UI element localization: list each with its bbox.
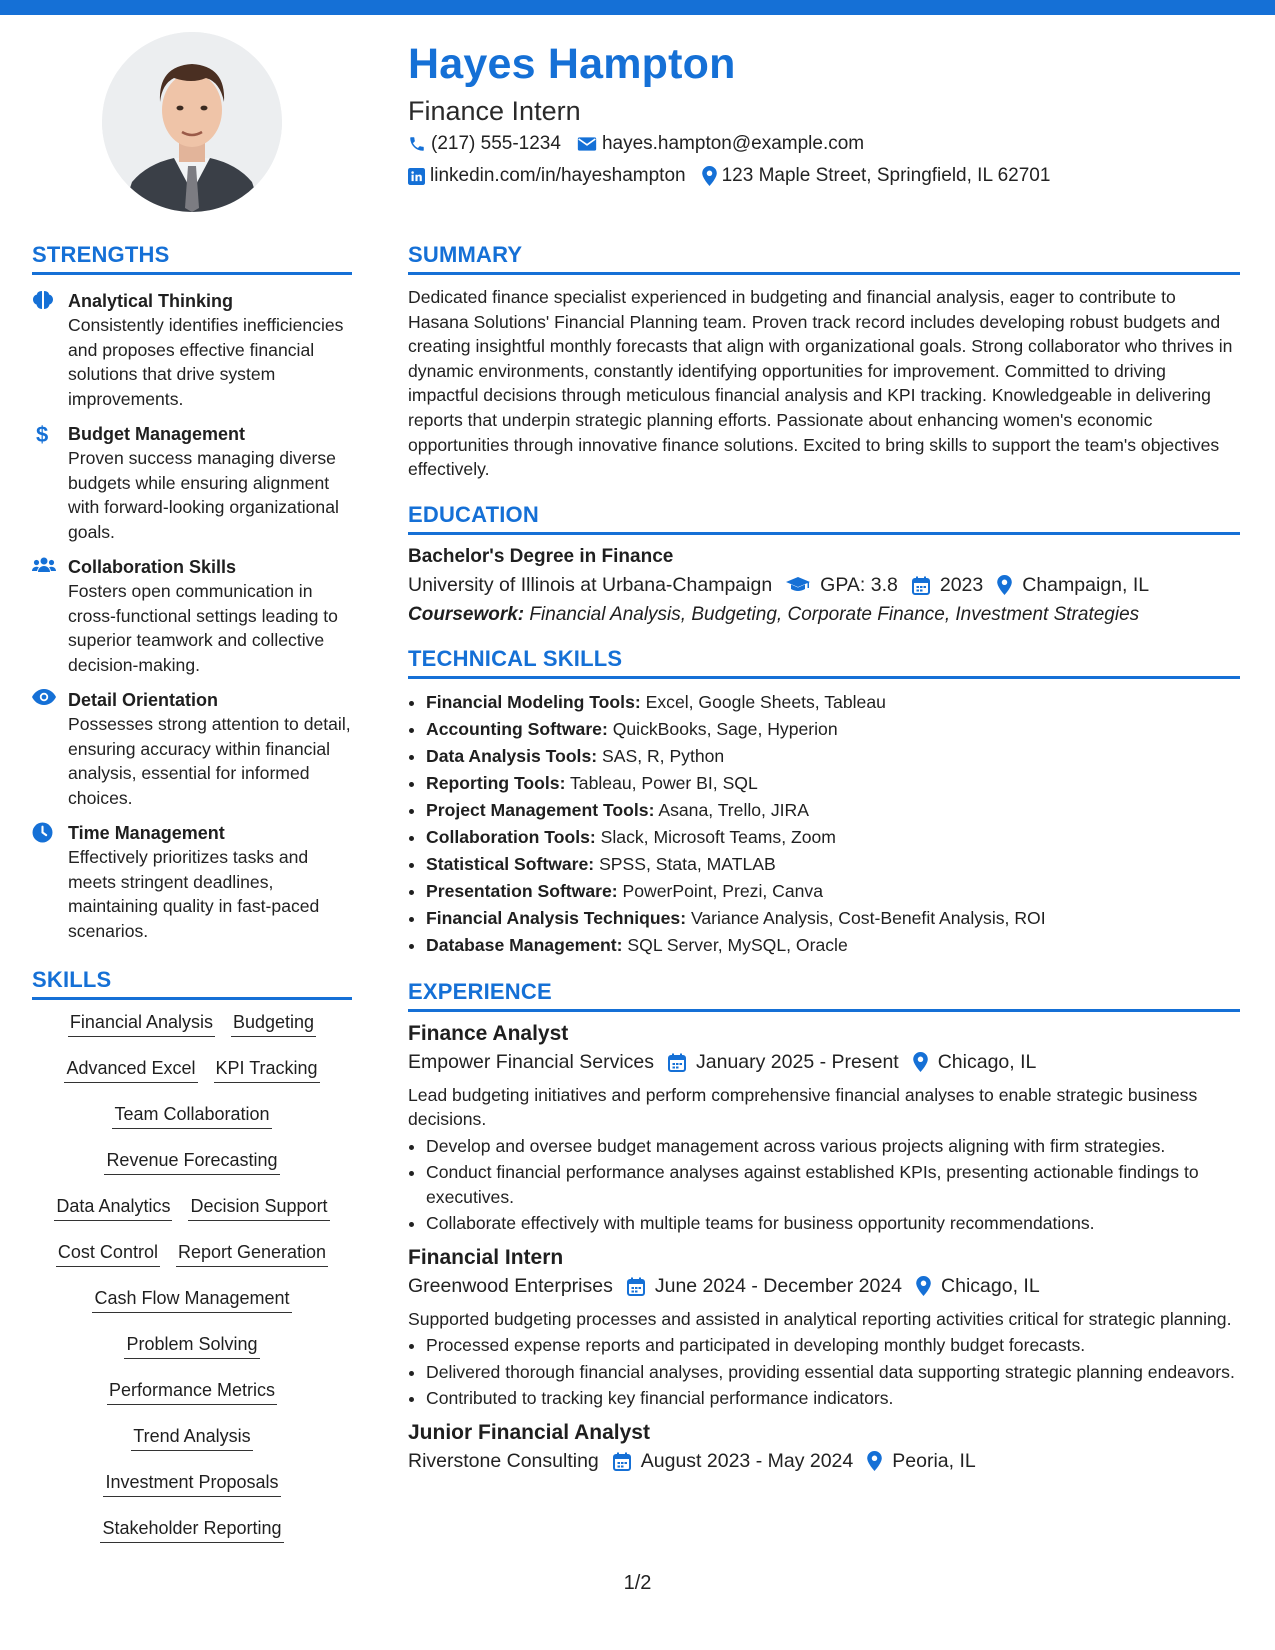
coursework-label: Coursework: xyxy=(408,603,525,625)
skill-tag: Investment Proposals xyxy=(103,1470,280,1497)
svg-text:$: $ xyxy=(36,423,49,445)
job-entry xyxy=(408,1022,1240,1236)
candidate-role: Finance Intern xyxy=(408,96,581,126)
list-item xyxy=(426,824,1240,851)
experience-section xyxy=(408,979,1240,1473)
job-dates: June 2024 - December 2024 xyxy=(654,1274,903,1297)
technical-skills-heading: TECHNICAL SKILLS xyxy=(408,646,1240,679)
job-entry xyxy=(408,1421,1240,1473)
skill-category: Accounting Software: xyxy=(426,718,608,739)
strength-item xyxy=(32,555,352,677)
job-location: Peoria, IL xyxy=(892,1449,976,1472)
list-item xyxy=(426,716,1240,743)
job-entry xyxy=(408,1246,1240,1411)
strength-title: Collaboration Skills xyxy=(68,557,237,577)
skill-tag: Cash Flow Management xyxy=(92,1286,291,1313)
list-item: • Collaborate effectively with multiple teams for business opportunity recommendations. xyxy=(426,1211,1240,1236)
skill-values: PowerPoint, Prezi, Canva xyxy=(622,880,823,901)
job-meta xyxy=(408,1450,1240,1473)
address-text: 123 Maple Street, Springfield, IL 62701 xyxy=(721,165,1051,186)
company-name: Empower Financial Services xyxy=(408,1050,655,1073)
list-item: • Processed expense reports and participated in developing monthly budget forecasts. xyxy=(426,1333,1240,1358)
map-pin-icon xyxy=(867,1451,882,1471)
contact-address xyxy=(702,165,1051,187)
envelope-icon xyxy=(577,136,597,152)
skill-category: Reporting Tools: xyxy=(426,772,566,793)
calendar-icon xyxy=(912,576,930,595)
job-meta xyxy=(408,1051,1240,1074)
strength-desc: Possesses strong attention to detail, ensuring accuracy within financial analysis, essential for informed choices. xyxy=(68,714,351,808)
list-item xyxy=(426,689,1240,716)
skill-category: Data Analysis Tools: xyxy=(426,745,598,766)
list-item xyxy=(426,851,1240,878)
clock-icon xyxy=(32,822,53,843)
map-pin-icon xyxy=(913,1052,928,1072)
contact-row-1 xyxy=(408,133,880,155)
job-title: Financial Intern xyxy=(408,1245,564,1269)
list-item: • Contributed to tracking key financial performance indicators. xyxy=(426,1386,1240,1411)
degree-title: Bachelor's Degree in Finance xyxy=(408,545,674,567)
left-column xyxy=(32,242,352,1562)
skill-values: SQL Server, MySQL, Oracle xyxy=(627,934,848,955)
technical-skills-list xyxy=(408,689,1240,959)
map-pin-icon xyxy=(916,1276,931,1296)
experience-heading: EXPERIENCE xyxy=(408,979,1240,1012)
education-meta xyxy=(408,574,1240,597)
skill-tag: Financial Analysis xyxy=(68,1010,215,1037)
list-item xyxy=(426,878,1240,905)
job-bullets xyxy=(408,1134,1240,1236)
skill-tag: KPI Tracking xyxy=(214,1056,320,1083)
skill-category: Financial Analysis Techniques: xyxy=(426,907,687,928)
technical-skills-section xyxy=(408,646,1240,959)
page-number: 1/2 xyxy=(623,1572,652,1594)
company-name: Riverstone Consulting xyxy=(408,1449,599,1472)
phone-text: (217) 555-1234 xyxy=(431,133,561,154)
skill-category: Presentation Software: xyxy=(426,880,618,901)
skill-tag: Team Collaboration xyxy=(112,1102,271,1129)
skill-tags xyxy=(32,1000,352,1562)
skill-category: Collaboration Tools: xyxy=(426,826,596,847)
summary-heading: SUMMARY xyxy=(408,242,1240,275)
calendar-icon xyxy=(668,1053,686,1072)
skill-values: QuickBooks, Sage, Hyperion xyxy=(612,718,838,739)
top-accent-bar xyxy=(0,0,1275,15)
skills-heading: SKILLS xyxy=(32,967,352,1000)
skill-values: SPSS, Stata, MATLAB xyxy=(599,853,776,874)
skill-tag: Cost Control xyxy=(56,1240,160,1267)
job-dates: August 2023 - May 2024 xyxy=(640,1449,854,1472)
skill-values: Slack, Microsoft Teams, Zoom xyxy=(600,826,836,847)
job-bullets xyxy=(408,1333,1240,1411)
users-icon xyxy=(32,556,56,574)
dollar-icon xyxy=(32,423,54,445)
strength-item xyxy=(32,422,352,544)
education-section xyxy=(408,502,1240,626)
strength-item xyxy=(32,688,352,810)
calendar-icon xyxy=(627,1277,645,1296)
skill-tag: Problem Solving xyxy=(124,1332,259,1359)
skill-category: Financial Modeling Tools: xyxy=(426,691,641,712)
map-pin-icon xyxy=(997,575,1012,595)
list-item: • Conduct financial performance analyses against established KPIs, presenting actionable findings to executives. xyxy=(426,1160,1240,1209)
skill-category: Project Management Tools: xyxy=(426,799,655,820)
skill-category: Statistical Software: xyxy=(426,853,595,874)
calendar-icon xyxy=(613,1452,631,1471)
job-title: Finance Analyst xyxy=(408,1021,569,1045)
skill-tag: Performance Metrics xyxy=(107,1378,277,1405)
strength-desc: Consistently identifies inefficiencies and proposes effective financial solutions that drive system improvements. xyxy=(68,315,344,409)
contact-phone[interactable] xyxy=(408,133,561,155)
linkedin-text: linkedin.com/in/hayeshampton xyxy=(430,165,686,186)
candidate-name: Hayes Hampton xyxy=(408,40,736,88)
job-summary: Lead budgeting initiatives and perform comprehensive financial analyses to enable strategic business decisions. xyxy=(408,1084,1198,1130)
list-item: • Delivered thorough financial analyses, providing essential data supporting strategic planning endeavors. xyxy=(426,1360,1240,1385)
company-name: Greenwood Enterprises xyxy=(408,1274,613,1297)
skill-tag: Data Analytics xyxy=(54,1194,172,1221)
job-dates: January 2025 - Present xyxy=(696,1050,899,1073)
contact-row-2 xyxy=(408,165,1066,187)
map-pin-icon xyxy=(702,166,717,186)
job-location: Chicago, IL xyxy=(937,1050,1037,1073)
contact-linkedin[interactable] xyxy=(408,165,686,187)
list-item xyxy=(426,770,1240,797)
list-item xyxy=(426,905,1240,932)
brain-icon xyxy=(32,290,54,310)
gpa-text: GPA: 3.8 xyxy=(820,573,898,596)
list-item xyxy=(426,797,1240,824)
linkedin-icon xyxy=(408,168,425,185)
skill-category: Database Management: xyxy=(426,934,623,955)
profile-photo xyxy=(102,32,282,212)
skill-tag: Revenue Forecasting xyxy=(104,1148,279,1175)
phone-icon xyxy=(408,135,426,153)
strengths-heading: STRENGTHS xyxy=(32,242,352,275)
job-title: Junior Financial Analyst xyxy=(408,1420,650,1444)
list-item xyxy=(426,932,1240,959)
strength-desc: Effectively prioritizes tasks and meets stringent deadlines, maintaining quality in fast-paced scenarios. xyxy=(68,847,320,941)
skill-tag: Report Generation xyxy=(176,1240,328,1267)
strength-item xyxy=(32,289,352,411)
skill-tag: Stakeholder Reporting xyxy=(100,1516,283,1543)
grad-year: 2023 xyxy=(939,573,984,596)
school-name: University of Illinois at Urbana-Champaign xyxy=(408,573,773,596)
job-summary: Supported budgeting processes and assisted in analytical reporting activities critical for strategic planning. xyxy=(408,1308,1232,1329)
graduation-cap-icon xyxy=(786,576,810,594)
skill-tag: Decision Support xyxy=(188,1194,329,1221)
strength-title: Budget Management xyxy=(68,424,246,444)
summary-text: Dedicated finance specialist experienced in budgeting and financial analysis, eager to contribute to Hasana Solutions' Financial Planning team. Proven track record includes developing robust budgets and creating insightful monthly forecasts that align with organizational goals. Strong collaborator who thrives in dynamic environments, constantly identifying opportunities for improvement. Committed to driving impactful decisions through meticulous financial analysis and KPI tracking. Knowledgeable in delivering reports that underpin strategic planning efforts. Passionate about enhancing women's economic opportunities through innovative finance solutions. Excited to bring skills to support the team's objectives effectively. xyxy=(408,287,1233,480)
skill-values: Excel, Google Sheets, Tableau xyxy=(645,691,886,712)
skill-values: SAS, R, Python xyxy=(601,745,725,766)
strength-desc: Proven success managing diverse budgets while ensuring alignment with forward-looking organizational goals. xyxy=(68,448,339,542)
coursework xyxy=(408,604,1240,626)
strength-desc: Fosters open communication in cross-functional settings leading to superior teamwork and collective decision-making. xyxy=(68,581,338,675)
list-item xyxy=(426,743,1240,770)
eye-icon xyxy=(32,689,56,705)
skill-tag: Budgeting xyxy=(231,1010,316,1037)
skill-tag: Trend Analysis xyxy=(131,1424,252,1451)
job-meta xyxy=(408,1275,1240,1298)
right-column xyxy=(408,242,1240,1473)
skills-section xyxy=(32,967,352,1562)
skill-tag: Advanced Excel xyxy=(64,1056,197,1083)
job-location: Chicago, IL xyxy=(941,1274,1040,1297)
coursework-text: Financial Analysis, Budgeting, Corporate Finance, Investment Strategies xyxy=(529,603,1140,625)
skill-values: Variance Analysis, Cost-Benefit Analysis, ROI xyxy=(690,907,1046,928)
strength-title: Detail Orientation xyxy=(68,690,219,710)
strength-item xyxy=(32,821,352,943)
education-heading: EDUCATION xyxy=(408,502,1240,535)
skill-values: Asana, Trello, JIRA xyxy=(658,799,809,820)
strength-title: Time Management xyxy=(68,823,225,843)
email-text: hayes.hampton@example.com xyxy=(601,133,865,154)
list-item: • Develop and oversee budget management across various projects aligning with firm strategies. xyxy=(426,1134,1240,1159)
strength-title: Analytical Thinking xyxy=(68,291,234,311)
skill-values: Tableau, Power BI, SQL xyxy=(570,772,758,793)
school-location: Champaign, IL xyxy=(1022,573,1150,596)
contact-email[interactable] xyxy=(577,133,864,155)
